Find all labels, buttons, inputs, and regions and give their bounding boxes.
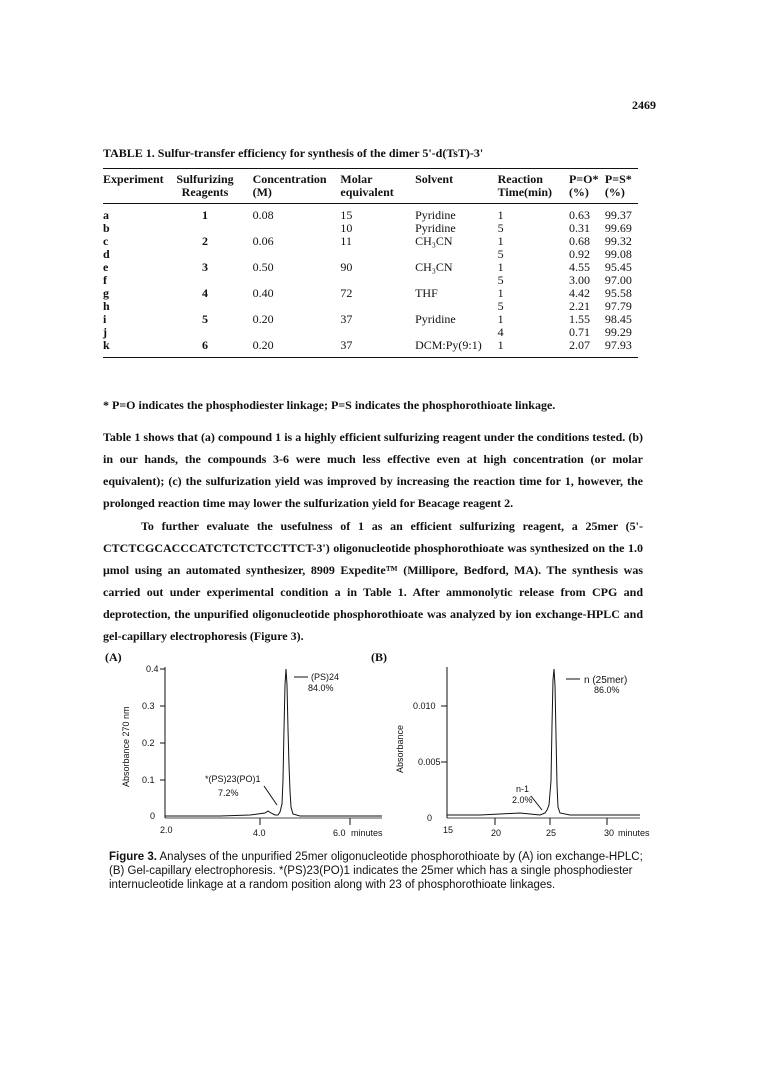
cell-po: 3.00: [568, 273, 590, 287]
panel-a-xtick-label-4: 4.0: [253, 828, 266, 838]
cell-experiment: g: [103, 286, 109, 300]
table-body: [103, 204, 638, 358]
panel-b-ytick-label-0.010: 0.010: [413, 701, 436, 711]
cell-ps: 95.58: [604, 286, 632, 300]
cell-time: 1: [497, 312, 504, 326]
panel-b-chart: [395, 667, 650, 838]
cell-molar: 37: [340, 312, 353, 326]
header-po: P=O*: [569, 169, 605, 187]
cell-solvent: THF: [415, 286, 438, 300]
panel-b-ytick-label-0.005: 0.005: [418, 757, 441, 767]
cell-experiment: a: [103, 208, 109, 222]
table-row: [103, 339, 638, 358]
panel-a-ytick-label-0.3: 0.3: [142, 701, 155, 711]
table-title-label: TABLE 1.: [103, 146, 155, 160]
table-row: [103, 300, 638, 313]
header-time: Time(min): [498, 186, 569, 204]
cell-ps: 97.79: [604, 299, 632, 313]
table-row: [103, 326, 638, 339]
cell-ps: 98.45: [604, 312, 632, 326]
table-footnote: * P=O indicates the phosphodiester linkage; P=S indicates the phosphorothioate linkage.: [103, 398, 556, 412]
cell-time: 1: [497, 234, 504, 248]
cell-time: 5: [497, 221, 504, 235]
sulfur-transfer-table: [103, 168, 638, 358]
cell-experiment: e: [103, 260, 109, 274]
header-ps-unit: (%): [605, 186, 638, 204]
cell-experiment: k: [103, 339, 167, 358]
caption-label: Figure 3.: [109, 851, 157, 863]
cell-time: 5: [497, 299, 504, 313]
paragraph-1: Table 1 shows that (a) compound 1 is a highly efficient sulfurizing reagent under the conditions tested. (b) in our hands, the compounds 3-6 were much less effective even at high concentration (or molar equivalent); (c) the sulfurization yield was improved by increasing the reaction time for 1, however, the prolonged reaction time may lower the sulfurization yield for Beacage reagent 2.: [103, 430, 643, 510]
cell-time: 1: [497, 260, 504, 274]
panel-b-label: (B): [371, 650, 387, 664]
cell-molar: 15: [340, 208, 353, 222]
panel-a-chart: [121, 664, 383, 838]
cell-time: 5: [497, 247, 504, 261]
cell-time: 4: [497, 325, 504, 339]
header-experiment-2: [103, 186, 167, 204]
cell-molar: 72: [340, 286, 353, 300]
cell-ps: 99.32: [604, 234, 632, 248]
panel-b-xtick-label-20: 20: [491, 828, 502, 838]
cell-experiment: f: [103, 273, 107, 287]
panel-b-xunit: minutes: [618, 828, 650, 838]
panel-a-ytick-label-0: 0: [150, 811, 156, 821]
cell-ps: 99.69: [604, 221, 632, 235]
cell-reagent: 4: [202, 286, 208, 300]
header-reaction: Reaction: [498, 169, 569, 187]
cell-time: 1: [497, 208, 504, 222]
panel-a-main-peak-pct: 84.0%: [308, 683, 334, 693]
cell-experiment: h: [103, 299, 110, 313]
cell-ps: 95.45: [604, 260, 632, 274]
header-reagents: Reagents: [167, 186, 242, 204]
header-solvent-2: [415, 186, 498, 204]
table-header-row-1: [103, 169, 638, 187]
header-solvent: Solvent: [415, 169, 498, 187]
panel-a-minor-peak-pct: 7.2%: [218, 788, 239, 798]
cell-concentration: 0.40: [252, 286, 274, 300]
cell-experiment: d: [103, 247, 110, 261]
header-sulfurizing: Sulfurizing: [167, 169, 242, 187]
cell-reagent: 6: [167, 339, 242, 358]
figure-3: [100, 655, 660, 845]
panel-a-ytick-label-0.1: 0.1: [142, 775, 155, 785]
cell-experiment: b: [103, 221, 110, 235]
header-experiment: Experiment: [103, 169, 167, 187]
panel-a-xunit: minutes: [351, 828, 383, 838]
figure-caption: [109, 850, 654, 892]
cell-solvent: DCM:Py(9:1): [415, 339, 498, 358]
table-row: [103, 261, 638, 274]
header-conc-unit: (M): [243, 186, 341, 204]
panel-a-ylabel: Absorbance 270 nm: [121, 706, 131, 787]
cell-po: 2.21: [568, 299, 590, 313]
panel-b-main-peak-pct: 86.0%: [594, 685, 620, 695]
cell-po: 2.07: [569, 339, 605, 358]
cell-po: 4.55: [568, 260, 590, 274]
table-row: [103, 222, 638, 235]
cell-molar: 37: [340, 339, 415, 358]
cell-solvent: Pyridine: [415, 208, 456, 222]
cell-ps: 97.00: [604, 273, 632, 287]
table-title-text: Sulfur-transfer efficiency for synthesis of the dimer 5'-d(TsT)-3': [157, 146, 484, 160]
cell-po: 0.68: [568, 234, 590, 248]
panel-b-minor-peak-pct: 2.0%: [512, 795, 533, 805]
cell-molar: 10: [340, 221, 353, 235]
cell-solvent: Pyridine: [415, 312, 456, 326]
panel-a-ytick-label-0.4: 0.4: [146, 664, 159, 674]
cell-concentration: 0.20: [243, 339, 341, 358]
cell-solvent: CH₃CN: [415, 234, 453, 248]
header-equivalent: equivalent: [340, 186, 415, 204]
header-ps: P=S*: [605, 169, 638, 187]
cell-concentration: 0.08: [252, 208, 274, 222]
cell-concentration: 0.06: [252, 234, 274, 248]
panel-b-main-peak-label: n (25mer): [584, 675, 628, 686]
table-row: [103, 248, 638, 261]
cell-concentration: 0.20: [252, 312, 274, 326]
cell-po: 0.92: [568, 247, 590, 261]
cell-reagent: 3: [202, 260, 208, 274]
panel-a-main-peak-label: (PS)24: [311, 672, 340, 682]
panel-b-minor-peak-label: n-1: [516, 784, 530, 794]
cell-ps: 99.29: [604, 325, 632, 339]
cell-experiment: c: [103, 234, 109, 248]
cell-molar: 90: [340, 260, 353, 274]
panel-b-xtick-label-30: 30: [604, 828, 615, 838]
cell-po: 4.42: [568, 286, 590, 300]
header-concentration: Concentration: [243, 169, 341, 187]
cell-ps: 97.93: [605, 339, 638, 358]
table-header-row-2: [103, 186, 638, 204]
panel-b-xtick-label-15: 15: [443, 825, 454, 835]
paragraph-2: To further evaluate the usefulness of 1 as an efficient sulfurizing reagent, a 25mer (5'-CTCTCGCACCCATCTCTCTCCTTCT-3') oligonucleotide phosphorothioate was synthesized on the 1.0 μmol using an automated synthesizer, 8909 Expedite™ (Millipore, Bedford, MA). The synthesis was carried out under experimental condition a in Table 1. After ammonolytic release from CPG and deprotection, the unpurified oligonucleotide phosphorothioate was analyzed by ion exchange-HPLC and gel-capillary electrophoresis (Figure 3).: [103, 519, 643, 643]
table-row: [103, 313, 638, 326]
cell-po: 0.71: [568, 325, 590, 339]
cell-time: 1: [497, 286, 504, 300]
cell-time: 1: [498, 339, 569, 358]
table-title: [103, 146, 483, 161]
cell-reagent: 5: [202, 312, 208, 326]
header-molar: Molar: [340, 169, 415, 187]
cell-concentration: 0.50: [252, 260, 274, 274]
caption-text: Analyses of the unpurified 25mer oligonucleotide phosphorothioate by (A) ion exchange-HPLC; (B) Gel-capillary electrophoresis. *(PS)23(PO)1 indicates the 25mer which has a single phosphodiester internucleotide linkage at a random position along with 23 of phosphorothioate linkages.: [109, 851, 643, 891]
cell-experiment: i: [103, 312, 107, 326]
table-row: [103, 204, 638, 223]
cell-molar: 11: [340, 234, 352, 248]
cell-po: 0.63: [568, 208, 590, 222]
panel-b-ytick-label-0: 0: [427, 813, 433, 823]
cell-experiment: j: [103, 325, 107, 339]
panel-a-label: (A): [105, 650, 122, 664]
panel-a-xtick-label-2: 2.0: [160, 825, 173, 835]
panel-a-minor-peak-label: *(PS)23(PO)1: [205, 774, 261, 784]
cell-reagent: 1: [202, 208, 208, 222]
panel-a-minor-leader: [264, 786, 277, 805]
cell-ps: 99.37: [604, 208, 632, 222]
cell-time: 5: [497, 273, 504, 287]
panel-b-xtick-label-25: 25: [546, 828, 557, 838]
cell-reagent: 2: [202, 234, 208, 248]
table-row: [103, 235, 638, 248]
panel-b-minor-leader: [531, 796, 542, 810]
panel-a-ytick-label-0.2: 0.2: [142, 738, 155, 748]
cell-po: 0.31: [568, 221, 590, 235]
cell-solvent: CH₃CN: [415, 260, 453, 274]
table-row: [103, 287, 638, 300]
panel-b-ylabel: Absorbance: [395, 724, 405, 773]
cell-ps: 99.08: [604, 247, 632, 261]
cell-solvent: Pyridine: [415, 221, 456, 235]
header-po-unit: (%): [569, 186, 605, 204]
cell-po: 1.55: [568, 312, 590, 326]
table-row: [103, 274, 638, 287]
page-number: 2469: [632, 98, 656, 112]
panel-a-xtick-label-6: 6.0: [333, 828, 346, 838]
panel-a-trace: [165, 669, 382, 816]
